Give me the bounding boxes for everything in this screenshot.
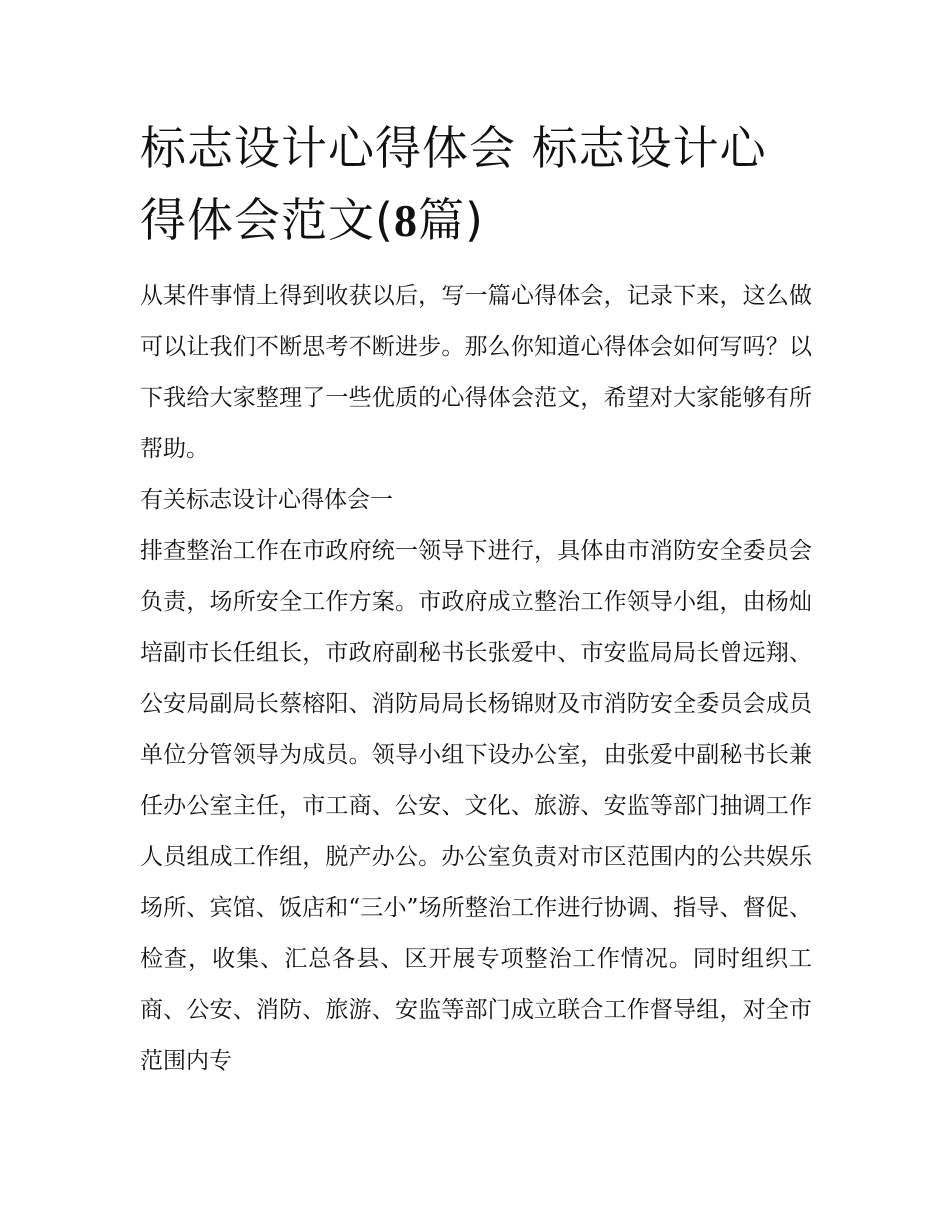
- document-content: [140, 271, 812, 1087]
- title-text-start: 标志设计心得体会 标志设计心得体会范文(: [140, 121, 767, 247]
- document-page: [140, 112, 812, 1087]
- title-text-end: 篇): [417, 193, 484, 247]
- section-heading: 有关标志设计心得体会一: [140, 487, 393, 513]
- body-paragraph: 排查整治工作在市政府统一领导下进行，具体由市消防安全委员会负责，场所安全工作方案。市政府成立整治工作领导小组，由杨灿培副市长任组长，市政府副秘书长张爱中、市安监局局长曾远翔、公安局副局长蔡榕阳、消防局局长杨锦财及市消防安全委员会成员单位分管领导为成员。领导小组下设办公室，由张爱中副秘书长兼任办公室主任，市工商、公安、文化、旅游、安监等部门抽调工作人员组成工作组，脱产办公。办公室负责对市区范围内的公共娱乐场所、宾馆、饭店和“三小”场所整治工作进行协调、指导、督促、检查，收集、汇总各县、区开展专项整治工作情况。同时组织工商、公安、消防、旅游、安监等部门成立联合工作督导组，对全市范围内专: [140, 538, 812, 1074]
- title-article-count: 8: [393, 195, 418, 246]
- document-title: [140, 112, 812, 257]
- intro-paragraph: 从某件事情上得到收获以后，写一篇心得体会，记录下来，这么做可以让我们不断思考不断进步。那么你知道心得体会如何写吗？以下我给大家整理了一些优质的心得体会范文，希望对大家能够有所帮助。: [140, 283, 812, 462]
